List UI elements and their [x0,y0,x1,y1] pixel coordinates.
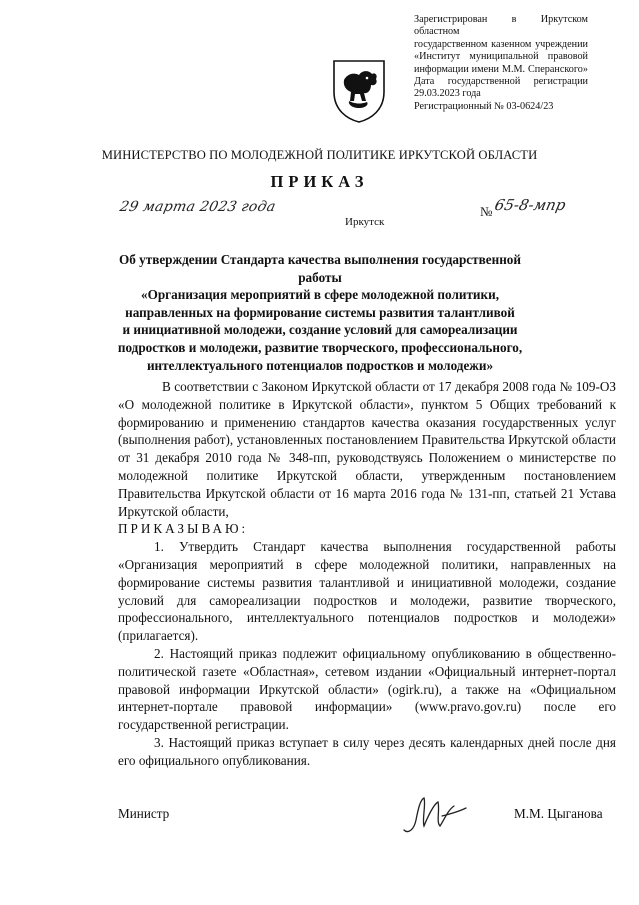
document-title-line: «Организация мероприятий в сфере молодежной политики, [140,287,500,303]
order-item-2: 2. Настоящий приказ подлежит официальному опубликованию в общественно-политической газете «Областная», сетевом издании «Официальный интернет-портал правовой информации Иркутской области» (ogirk.ru), а также на «Официальном интернет-портале правовой информации» (www.pravo.gov.ru) после его государственной регистрации. [118,645,616,733]
document-title-line: направленных на формирование системы развития талантливой [125,304,515,320]
document-title-line: и инициативной молодежи, создание условий для самореализации [122,322,518,338]
registration-stamp [414,14,588,113]
registration-line: «Институт муниципальной правовой [414,51,588,63]
number-sign: № [480,204,493,219]
document-type-heading: ПРИКАЗ [270,172,369,191]
registration-line: государственном казенном учреждении [414,38,588,50]
handwritten-number: 65-8-мпр [493,196,568,214]
document-title-line: подростков и молодежи, развитие творческого, профессионального, [117,339,523,355]
registration-line: Дата государственной регистрации [414,76,588,88]
city: Иркутск [345,216,385,228]
ministry-name: МИНИСТЕРСТВО ПО МОЛОДЕЖНОЙ ПОЛИТИКЕ ИРКУТСКОЙ ОБЛАСТИ [101,148,538,162]
document-title-line: интеллектуального потенциалов подростков и молодежи» [146,357,494,373]
registration-line: Регистрационный № 03-0624/23 [414,100,554,112]
decree-word: ПРИКАЗЫВАЮ: [118,521,249,537]
document-title-line: Об утверждении Стандарта качества выполнения государственной работы [118,252,521,285]
signer-name: М.М. Цыганова [514,806,603,821]
handwritten-date: 29 марта 2023 года [118,199,278,215]
order-item-3: 3. Настоящий приказ вступает в силу через десять календарных дней после дня его официального опубликования. [118,734,616,768]
handwritten-signature-icon [398,790,478,840]
document-body [118,378,616,770]
registration-line: 29.03.2023 года [414,88,481,100]
registration-line: информации имени М.М. Сперанского» [414,63,588,75]
coat-of-arms-icon [331,58,387,124]
order-item-1: 1. Утвердить Стандарт качества выполнения государственной работы «Организация мероприятий в сфере молодежной политики, направленных на формирование системы развития талантливой и инициативной молодежи, создание условий для самореализации подростков и молодежи, развитие творческого, профессионального, интеллектуального потенциалов подростков и молодежи» (прилагается). [118,539,616,644]
registration-line: Зарегистрирован в Иркутском областном [414,14,588,38]
document-title [110,251,530,374]
preamble-paragraph: В соответствии с Законом Иркутской области от 17 декабря 2008 года № 109-ОЗ «О молодежной политике в Иркутской области», пунктом 5 Общих требований к формированию и применению стандартов качества оказания государственных услуг (выполнения работ), установленных постановлением Правительства Иркутской области от 31 декабря 2010 года № 348-пп, руководствуясь Положением о министерстве по молодежной политике Иркутской области, утвержденным постановлением Правительства Иркутской области от 16 марта 2016 года № 131-пп, статьей 21 Устава Иркутской области, [118,379,616,519]
signer-role: Министр [118,806,170,821]
